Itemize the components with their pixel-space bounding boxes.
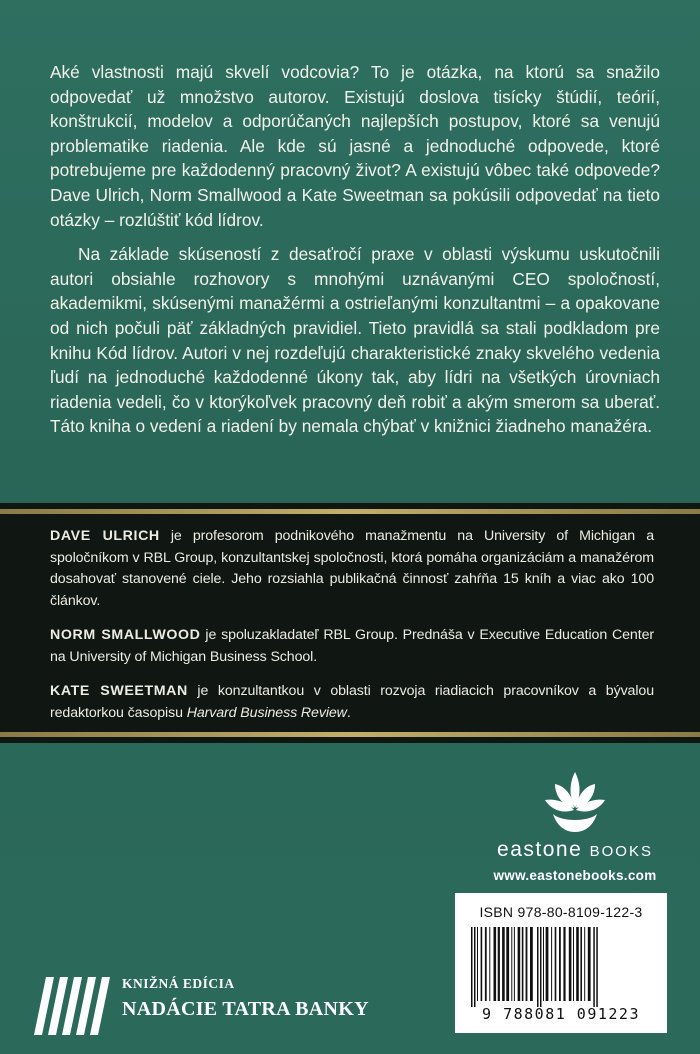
- barcode-bar: [537, 927, 539, 1007]
- barcode-bar: [506, 927, 509, 1001]
- barcode-bar: [543, 927, 544, 1001]
- author-bio-text: je konzultantkou v oblasti rozvoja riadiacich pracovníkov a bývalou redaktorkou časopisu: [50, 683, 654, 721]
- barcode-bar: [546, 927, 549, 1001]
- barcode-bar: [498, 927, 500, 1001]
- barcode-bar: [494, 927, 497, 1001]
- author-bio-text: je profesorom podnikového manažmentu na University of Michigan a spoločníkom v RBL Group, konzultantskej spoločnosti, ktorá pomáha organizáciám a manažérom dosahovať stanovené ciele. Jeho rozsiahla publikačná činnosť zahŕňa 15 kníh a viac ako 100 článkov.: [50, 528, 654, 609]
- barcode-bar: [502, 927, 505, 1001]
- barcode-bar: [518, 927, 521, 1001]
- publisher-url: www.eastonebooks.com: [493, 868, 657, 883]
- barcode-label: [455, 893, 667, 1033]
- barcode-bar: [559, 927, 561, 1001]
- barcode-bar: [522, 927, 524, 1001]
- edition-line-1: KNIŽNÁ EDÍCIA: [122, 976, 235, 991]
- barcode-bar: [481, 927, 483, 1001]
- tatra-banka-logo-icon: [30, 977, 112, 1035]
- barcode-bar: [477, 927, 478, 1001]
- barcode-bar: [471, 927, 473, 1007]
- barcode-bar: [489, 927, 490, 1001]
- author-bio-text: je spoluzakladateľ RBL Group. Prednáša v Executive Education Center na University of Michigan Business School.: [50, 627, 654, 665]
- edition-line-2: NADÁCIE TATRA BANKY: [122, 998, 369, 1020]
- publisher-block: [470, 770, 680, 883]
- barcode-bar: [514, 927, 515, 1001]
- barcode-bar: [530, 927, 533, 1001]
- barcode-bar: [580, 927, 582, 1001]
- barcode-bar: [551, 927, 552, 1001]
- barcode-bar: [588, 927, 591, 1001]
- barcode-bar: [563, 927, 565, 1001]
- author-bio: [50, 625, 654, 668]
- barcode-digits: 9 788081 091223: [482, 1005, 640, 1023]
- barcode-bar: [485, 927, 487, 1001]
- author-name: NORM SMALLWOOD: [50, 627, 201, 643]
- author-bio: [50, 681, 654, 724]
- barcode-bar: [526, 927, 528, 1001]
- barcode-bar: [555, 927, 557, 1001]
- author-name: DAVE ULRICH: [50, 528, 160, 544]
- blurb-paragraph-1: Aké vlastnosti majú skvelí vodcovia? To je otázka, na ktorú sa snažilo odpovedať už množstvo autorov. Existujú doslova tisícky štúdií, teórií, konštrukcií, modelov a odporúčaných najlepších postupov, ktoré sa venujú problematike riadenia. Ale kde sú jasné a jednoduché odpovede, ktoré potrebujeme pre každodenný pracovný život? A existujú vôbec také odpovede? Dave Ulrich, Norm Smallwood a Kate Sweetman sa pokúsili odpovedať na tieto otázky – rozlúštiť kód lídrov.: [50, 62, 660, 230]
- publisher-name: [470, 838, 680, 862]
- blurb-text: [50, 60, 660, 439]
- magazine-title: Harvard Business Review: [186, 704, 347, 721]
- barcode-bar: [573, 927, 574, 1001]
- barcode-bar: [576, 927, 579, 1001]
- barcode-bar: [511, 927, 512, 1001]
- barcode-bar: [540, 927, 542, 1007]
- publisher-name-suffix: BOOKS: [589, 843, 653, 860]
- barcode-bar: [596, 927, 598, 1007]
- author-bio-tail: .: [346, 704, 351, 721]
- barcode-icon: [469, 927, 653, 1007]
- edition-text: [122, 975, 369, 1021]
- barcode-bar: [569, 927, 572, 1001]
- author-bios: [50, 526, 654, 737]
- barcode-bar: [474, 927, 476, 1007]
- author-bio-band: [0, 503, 700, 743]
- barcode-bar: [593, 927, 595, 1007]
- lotus-logo-icon: [543, 770, 607, 836]
- isbn-text: ISBN 978-80-8109-122-3: [479, 904, 643, 920]
- author-name: KATE SWEETMAN: [50, 683, 188, 699]
- publisher-name-main: eastone: [497, 838, 583, 861]
- barcode-bar: [584, 927, 585, 1001]
- blurb-paragraph-2: Na základe skúseností z desaťročí praxe v oblasti výskumu uskutočnili autori obsiahle rozhovory s mnohými uznávanými CEO spoločností, akademikmi, skúsenými manažérmi a ostrieľanými konzultantmi – a opakovane od nich počuli päť základných pravidiel. Tieto pravidlá sa stali podkladom pre knihu Kód lídrov. Autori v nej rozdeľujú charakteristické znaky skvelého vedenia ľudí na jednoduché každodenné úkony tak, aby lídri na všetkých úrovniach riadenia vedeli, čo v ktorýkoľvek pracovný deň robiť a akým smerom sa uberať. Táto kniha o vedení a riadení by nemala chýbať v knižnici žiadneho manažéra.: [50, 244, 660, 437]
- author-bio: [50, 526, 654, 612]
